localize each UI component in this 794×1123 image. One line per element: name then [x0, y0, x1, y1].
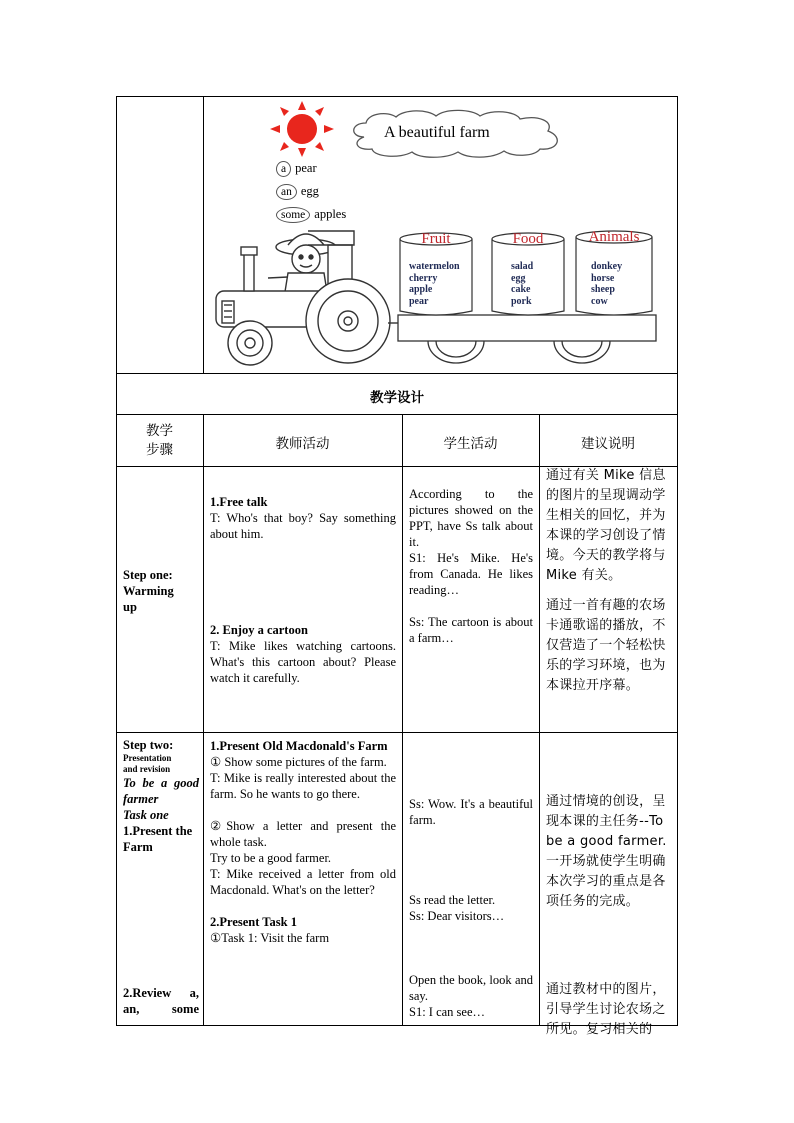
category-1-items: [409, 261, 460, 307]
step1-student: [409, 486, 533, 646]
step2-name-line3: and revision: [123, 764, 171, 774]
article-2: an: [276, 184, 297, 200]
category-1-title: Fruit: [421, 231, 451, 247]
step2-student-letter: Ss read the letter.: [409, 893, 496, 907]
step2-present-c: ②Show a letter and present the whole task.: [210, 819, 396, 849]
step1-name-line3: up: [123, 600, 137, 614]
header-steps-line1: 教学: [146, 423, 173, 439]
step1-note-2: 通过一首有趣的农场卡通歌谣的播放，不仅营造了一个轻松快乐的学习环境，也为本课拉开序幕。: [546, 598, 666, 693]
header-notes: 建议说明: [581, 436, 635, 452]
sun-icon: [268, 99, 338, 159]
step1-free-talk-title: 1.Free talk: [210, 495, 268, 509]
step2-student-see: S1: I can see…: [409, 1005, 486, 1019]
step2-name-line5: Task one: [123, 808, 169, 822]
category-2-items: [511, 261, 533, 307]
step2-student-dear: Ss: Dear visitors…: [409, 909, 505, 923]
step2-name-line7: 2.Review a, an, some: [123, 986, 199, 1016]
fruit-item: pear: [409, 295, 429, 307]
header-student: 学生活动: [443, 436, 498, 452]
animal-item: horse: [591, 272, 615, 284]
step2-notes: [546, 792, 672, 1040]
fruit-item: watermelon: [409, 261, 460, 272]
article-row-1: [276, 161, 317, 177]
fruit-item: cherry: [409, 272, 438, 284]
category-3-items: [591, 261, 622, 307]
food-item: cake: [511, 284, 531, 295]
step1-student-text: According to the pictures showed on the PPT, have Ss talk about it.: [409, 487, 533, 549]
header-steps: [116, 422, 203, 460]
animal-item: cow: [591, 295, 608, 307]
header-steps-line2: 步骤: [146, 442, 173, 458]
animal-item: sheep: [591, 284, 615, 295]
step2-name-line1: Step two:: [123, 738, 174, 752]
step2-student-look: Open the book, look and say.: [409, 973, 533, 1003]
step2-task1-a: ①Task 1: Visit the farm: [210, 931, 330, 945]
step2-present-a: ① Show some pictures of the farm.: [210, 755, 387, 769]
noun-2: egg: [300, 184, 319, 198]
noun-3: apples: [314, 207, 347, 221]
farm-illustration: [204, 97, 677, 373]
step1-name-line2: Warming: [123, 584, 174, 598]
fruit-item: apple: [409, 284, 433, 295]
food-item: pork: [511, 295, 532, 307]
step2-present-title: 1.Present Old Macdonald's Farm: [210, 739, 388, 753]
step1-notes: [546, 466, 672, 696]
article-row-3: [276, 207, 346, 223]
animal-item: donkey: [591, 261, 623, 272]
step1-name: [123, 567, 199, 615]
step2-note-1: 通过情境的创设，呈现本课的主任务--To be a good farmer. 一开场就使学生明确本次学习的重点是各项任务的完成。: [546, 794, 667, 909]
step1-free-talk-text: T: Who's that boy? Say something about him.: [210, 511, 396, 541]
step2-student: [409, 796, 533, 1020]
noun-1: pear: [295, 161, 317, 175]
step2-present-b: T: Mike is really interested about the farm. So he wants to go there.: [210, 771, 396, 801]
step2-present-e: T: Mike received a letter from old Macdonald. What's on the letter?: [210, 867, 396, 897]
step2-name: [123, 737, 199, 1017]
step1-student-reply: S1: He's Mike. He's from Canada. He likes reading…: [409, 551, 533, 597]
header-teacher: 教师活动: [275, 436, 330, 452]
step1-teacher: [210, 494, 396, 686]
step2-note-2: 通过教材中的图片，引导学生讨论农场之所见。复习相关的: [546, 982, 666, 1037]
farm-title: A beautiful farm: [384, 124, 490, 141]
trailer-icon: [394, 309, 659, 369]
food-item: egg: [511, 272, 526, 284]
step2-student-wow: Ss: Wow. It's a beautiful farm.: [409, 797, 533, 827]
food-item: salad: [511, 261, 534, 272]
section-title: 教学设计: [370, 390, 424, 406]
step1-note-1: 通过有关 Mike 信息的图片的呈现调动学生相关的回忆，并为本课的学习创设了情境。今天的教学将与 Mike 有关。: [546, 468, 666, 583]
step2-task1-title: 2.Present Task 1: [210, 915, 297, 929]
article-row-2: [276, 184, 319, 200]
category-2-title: Food: [512, 231, 544, 247]
step1-name-line1: Step one:: [123, 568, 173, 582]
step1-student-cartoon: Ss: The cartoon is about a farm…: [409, 615, 533, 645]
article-3: some: [276, 207, 310, 223]
step2-name-line4: To be a good farmer: [123, 776, 199, 806]
step1-cartoon-title: 2. Enjoy a cartoon: [210, 623, 308, 637]
category-3-title: Animals: [588, 229, 640, 245]
step1-cartoon-text: T: Mike likes watching cartoons. What's this cartoon about? Please watch it carefully.: [210, 639, 396, 685]
step2-name-line6: 1.Present the Farm: [123, 824, 193, 854]
step2-present-d: Try to be a good farmer.: [210, 851, 332, 865]
step2-name-line2: Presentation: [123, 753, 172, 763]
step2-teacher: [210, 738, 396, 946]
tractor-icon: [208, 223, 408, 373]
article-1: a: [276, 161, 291, 177]
